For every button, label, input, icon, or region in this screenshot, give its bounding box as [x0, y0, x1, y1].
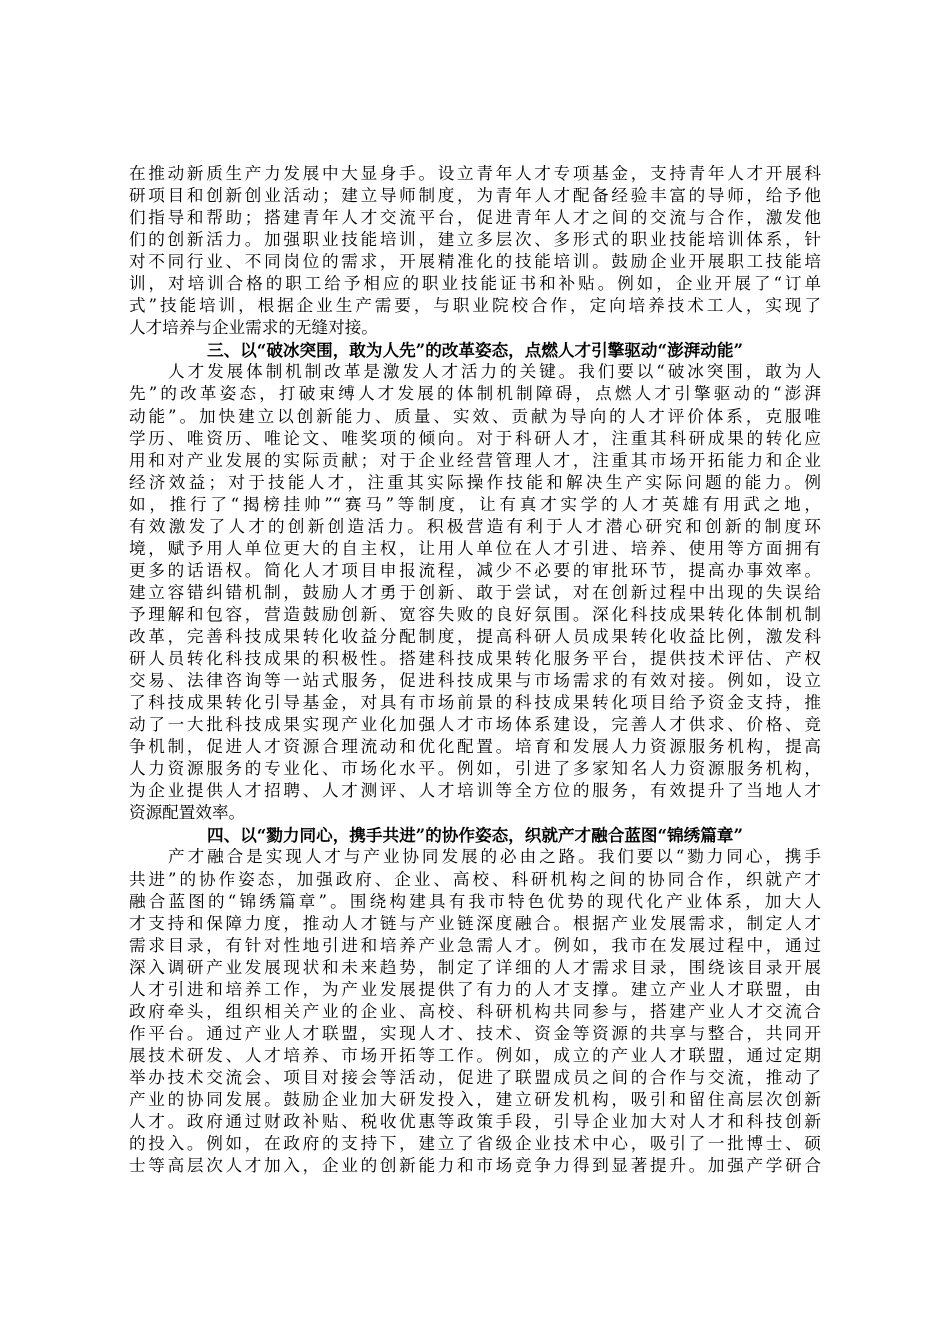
text-line: 先”的改革姿态，打破束缚人才发展的体制机制障碍，点燃人才引擎驱动的“澎湃 — [129, 384, 821, 404]
text-line: 研项目和创新创业活动；建立导师制度，为青年人才配备经验丰富的导师，给予他 — [129, 186, 821, 206]
text-line: 资源配置效率。 — [129, 803, 246, 823]
text-line: 人力资源服务的专业化、市场化水平。例如，引进了多家知名人力资源服务机构， — [129, 759, 821, 779]
text-line: 在推动新质生产力发展中大显身手。设立青年人才专项基金，支持青年人才开展科 — [129, 164, 821, 183]
text-line: 作平台。通过产业人才联盟，实现人才、技术、资金等资源的共享与整合，共同开 — [129, 1023, 821, 1043]
text-line: 政府牵头，组织相关产业的企业、高校、科研机构共同参与，搭建产业人才交流合 — [129, 1001, 821, 1021]
text-line: 有效激发了人才的创新创造活力。积极营造有利于人才潜心研究和创新的制度环 — [129, 516, 821, 536]
text-line: 人才培养与企业需求的无缝对接。 — [129, 318, 378, 338]
text-line: 融合蓝图的“锦绣篇章”。围绕构建具有我市特色优势的现代化产业体系，加大人 — [129, 891, 821, 911]
text-line: 式”技能培训，根据企业生产需要，与职业院校合作，定向培养技术工人，实现了 — [129, 296, 821, 316]
text-line: 予理解和包容，营造鼓励创新、宽容失败的良好氛围。深化科技成果转化体制机制 — [129, 604, 821, 624]
section-heading — [129, 339, 821, 361]
heading-line: 四、以“勠力同心，携手共进”的协作姿态，织就产才融合蓝图“锦绣篇章” — [207, 825, 743, 846]
text-line: 的投入。例如，在政府的支持下，建立了省级企业技术中心，吸引了一批博士、硕 — [129, 1134, 821, 1154]
text-line: 动了一大批科技成果实现产业化加强人才市场体系建设，完善人才供求、价格、竞 — [129, 715, 821, 735]
text-line: 对不同行业、不同岗位的需求，开展精准化的技能培训。鼓励企业开展职工技能培 — [129, 252, 821, 272]
body-paragraph — [129, 846, 821, 1177]
text-line: 人才。政府通过财政补贴、税收优惠等政策手段，引导企业加大对人才和科技创新 — [129, 1112, 821, 1132]
section-heading — [129, 824, 821, 846]
text-line: 建立容错纠错机制，鼓励人才勇于创新、敢于尝试，对在创新过程中出现的失误给 — [129, 582, 821, 602]
text-line: 经济效益；对于技能人才，注重其实际操作技能和解决生产实际问题的能力。例 — [129, 472, 821, 492]
body-paragraph — [129, 361, 821, 824]
text-line: 产才融合是实现人才与产业协同发展的必由之路。我们要以“勠力同心，携手 — [129, 847, 821, 867]
text-line: 深入调研产业发展现状和未来趋势，制定了详细的人才需求目录，围绕该目录开展 — [129, 957, 821, 977]
text-line: 改革，完善科技成果转化收益分配制度，提高科研人员成果转化收益比例，激发科 — [129, 626, 821, 646]
text-line: 人才引进和培养工作，为产业发展提供了有力的人才支撑。建立产业人才联盟，由 — [129, 979, 821, 999]
text-line: 用和对产业发展的实际贡献；对于企业经营管理人才，注重其市场开拓能力和企业 — [129, 450, 821, 470]
text-line: 境，赋予用人单位更大的自主权，让用人单位在人才引进、培养、使用等方面拥有 — [129, 538, 821, 558]
text-line: 了科技成果转化引导基金，对具有市场前景的科技成果转化项目给予资金支持，推 — [129, 693, 821, 713]
text-line: 交易、法律咨询等一站式服务，促进科技成果与市场需求的有效对接。例如，设立 — [129, 671, 821, 691]
text-line: 士等高层次人才加入，企业的创新能力和市场竞争力得到显著提升。加强产学研合 — [129, 1156, 821, 1176]
text-line: 训，对培训合格的职工给予相应的职业技能证书和补贴。例如，企业开展了“订单 — [129, 274, 821, 294]
text-line: 才支持和保障力度，推动人才链与产业链深度融合。根据产业发展需求，制定人才 — [129, 913, 821, 933]
text-line: 更多的话语权。简化人才项目申报流程，减少不必要的审批环节，提高办事效率。 — [129, 560, 821, 580]
text-line: 动能”。加快建立以创新能力、质量、实效、贡献为导向的人才评价体系，克服唯 — [129, 406, 821, 426]
text-line: 产业的协同发展。鼓励企业加大研发投入，建立研发机构，吸引和留住高层次创新 — [129, 1089, 821, 1109]
text-line: 们指导和帮助；搭建青年人才交流平台，促进青年人才之间的交流与合作，激发他 — [129, 208, 821, 228]
text-line: 研人员转化科技成果的积极性。搭建科技成果转化服务平台，提供技术评估、产权 — [129, 649, 821, 669]
text-line: 为企业提供人才招聘、人才测评、人才培训等全方位的服务，有效提升了当地人才 — [129, 781, 821, 801]
text-line: 人才发展体制机制改革是激发人才活力的关键。我们要以“破冰突围，敢为人 — [129, 362, 821, 382]
text-line: 们的创新活力。加强职业技能培训，建立多层次、多形式的职业技能培训体系，针 — [129, 230, 821, 250]
text-line: 举办技术交流会、项目对接会等活动，促进了联盟成员之间的合作与交流，推动了 — [129, 1067, 821, 1087]
text-line: 如，推行了“揭榜挂帅”“赛马”等制度，让有真才实学的人才英雄有用武之地， — [129, 494, 821, 514]
text-line: 展技术研发、人才培养、市场开拓等工作。例如，成立的产业人才联盟，通过定期 — [129, 1045, 821, 1065]
text-line: 共进”的协作姿态，加强政府、企业、高校、科研机构之间的协同合作，织就产才 — [129, 869, 821, 889]
body-paragraph — [129, 163, 821, 339]
text-line: 需求目录，有针对性地引进和培养产业急需人才。例如，我市在发展过程中，通过 — [129, 935, 821, 955]
heading-line: 三、以“破冰突围，敢为人先”的改革姿态，点燃人才引擎驱动“澎湃动能” — [207, 340, 743, 361]
document-page — [129, 163, 821, 1177]
text-line: 学历、唯资历、唯论文、唯奖项的倾向。对于科研人才，注重其科研成果的转化应 — [129, 428, 821, 448]
text-line: 争机制，促进人才资源合理流动和优化配置。培育和发展人力资源服务机构，提高 — [129, 737, 821, 757]
